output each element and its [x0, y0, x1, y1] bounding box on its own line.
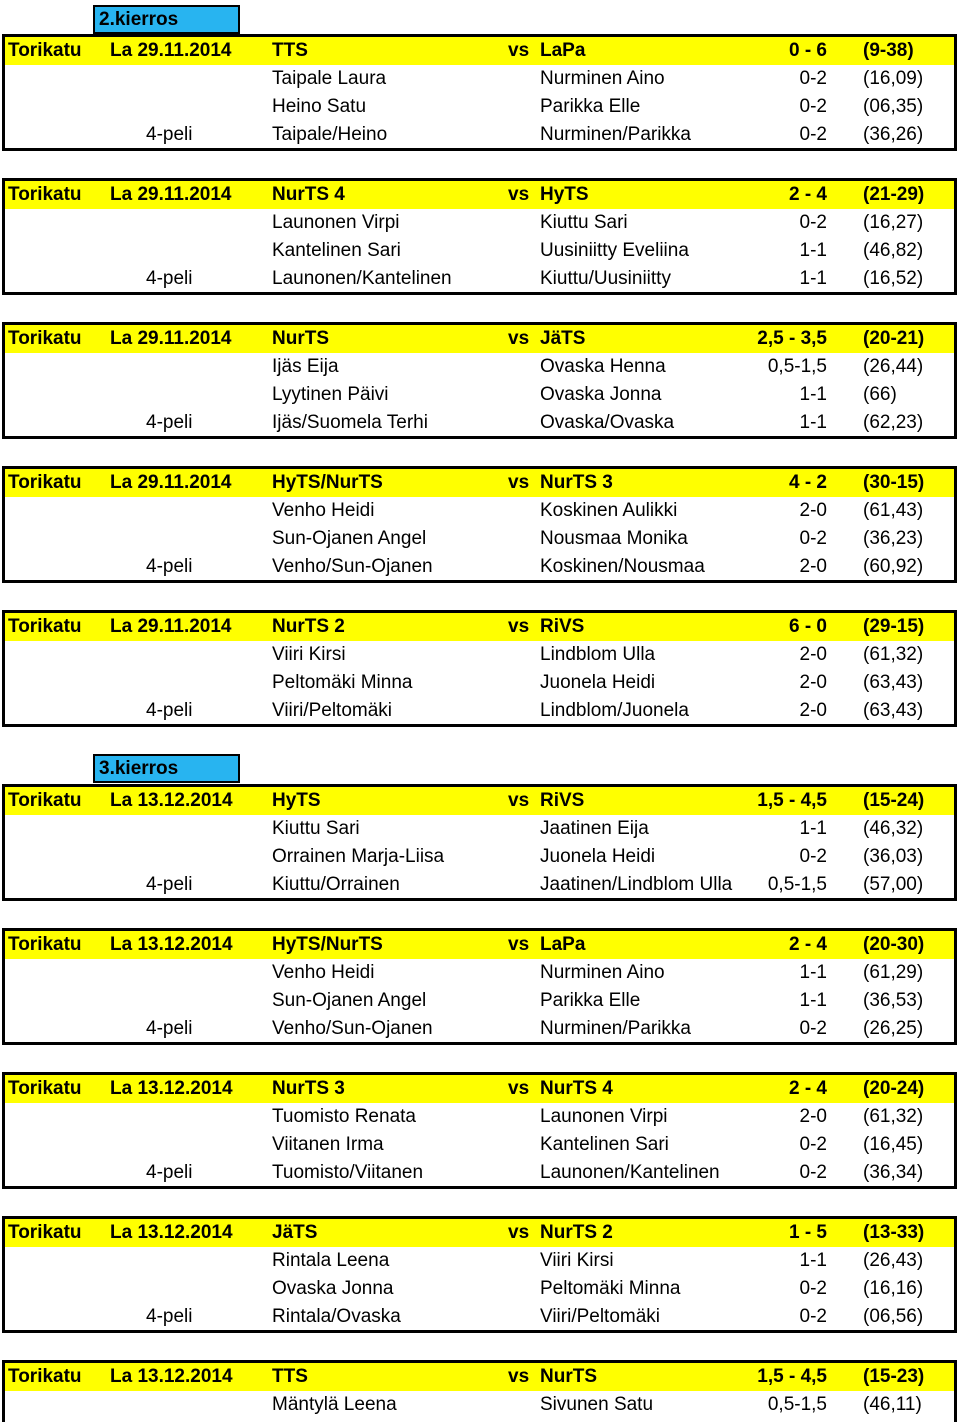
game-row — [5, 987, 954, 1015]
game-score-cell: 0-2 — [799, 212, 827, 233]
game-points-cell: (61,43) — [863, 500, 924, 521]
home-player-cell: Launonen Virpi — [272, 212, 400, 233]
home-player-cell: Ijäs Eija — [272, 356, 339, 377]
game-row — [5, 409, 954, 437]
game-row — [5, 669, 954, 697]
away-team-cell: NurTS 2 — [540, 1222, 613, 1243]
home-team-cell: TTS — [272, 1366, 308, 1387]
match-points-cell: (20-21) — [863, 328, 925, 349]
game-score-cell: 0,5-1,5 — [767, 356, 827, 377]
home-player-cell: Viiri/Peltomäki — [272, 700, 393, 721]
game-row — [5, 237, 954, 265]
game-row — [5, 265, 954, 293]
home-player-cell: Ijäs/Suomela Terhi — [272, 412, 428, 433]
away-team-cell: NurTS 4 — [540, 1078, 613, 1099]
away-team-cell: NurTS — [540, 1366, 597, 1387]
game-score-cell: 2-0 — [799, 700, 827, 721]
vs-cell: vs — [508, 1078, 530, 1099]
game-score-cell: 2-0 — [799, 672, 827, 693]
match-points-cell: (9-38) — [863, 40, 914, 61]
game-score-cell: 1-1 — [799, 240, 827, 261]
game-points-cell: (63,43) — [863, 672, 924, 693]
game-points-cell: (16,45) — [863, 1134, 924, 1155]
game-row — [5, 1159, 954, 1187]
match-header-row — [5, 37, 954, 65]
away-player-cell: Juonela Heidi — [540, 672, 656, 693]
vs-cell: vs — [508, 616, 530, 637]
match-block — [2, 1216, 957, 1333]
game-row — [5, 641, 954, 669]
home-player-cell: Lyytinen Päivi — [272, 384, 389, 405]
date-cell: La 29.11.2014 — [110, 40, 232, 61]
away-player-cell: Lindblom Ulla — [540, 644, 656, 665]
game-type-cell: 4-peli — [146, 412, 193, 433]
game-score-cell: 0-2 — [799, 1306, 827, 1327]
game-points-cell: (36,03) — [863, 846, 924, 867]
match-header-row — [5, 1363, 954, 1391]
home-player-cell: Kiuttu/Orrainen — [272, 874, 400, 895]
game-type-cell: 4-peli — [146, 874, 193, 895]
game-type-cell: 4-peli — [146, 556, 193, 577]
round-header: 2.kierros — [93, 5, 240, 34]
home-player-cell: Kiuttu Sari — [272, 818, 360, 839]
game-points-cell: (26,44) — [863, 356, 924, 377]
away-team-cell: RiVS — [540, 790, 585, 811]
vs-cell: vs — [508, 40, 530, 61]
game-row — [5, 353, 954, 381]
match-points-cell: (20-24) — [863, 1078, 925, 1099]
game-points-cell: (57,00) — [863, 874, 924, 895]
game-row — [5, 525, 954, 553]
venue-cell: Torikatu — [8, 1078, 82, 1099]
home-player-cell: Venho/Sun-Ojanen — [272, 556, 433, 577]
game-points-cell: (06,56) — [863, 1306, 924, 1327]
game-row — [5, 1103, 954, 1131]
game-points-cell: (26,25) — [863, 1018, 924, 1039]
match-points-cell: (15-23) — [863, 1366, 925, 1387]
match-block — [2, 1072, 957, 1189]
home-player-cell: Ovaska Jonna — [272, 1278, 394, 1299]
home-team-cell: HyTS — [272, 790, 321, 811]
home-team-cell: JäTS — [272, 1222, 318, 1243]
away-team-cell: JäTS — [540, 328, 586, 349]
away-player-cell: Uusiniitty Eveliina — [540, 240, 689, 261]
game-points-cell: (16,09) — [863, 68, 924, 89]
game-points-cell: (46,11) — [863, 1394, 922, 1415]
away-player-cell: Ovaska Jonna — [540, 384, 662, 405]
match-score-cell: 2,5 - 3,5 — [757, 328, 827, 349]
away-team-cell: HyTS — [540, 184, 589, 205]
match-block — [2, 178, 957, 295]
home-team-cell: TTS — [272, 40, 308, 61]
match-score-cell: 2 - 4 — [788, 934, 827, 955]
game-score-cell: 1-1 — [799, 1250, 827, 1271]
game-points-cell: (36,53) — [863, 990, 924, 1011]
match-points-cell: (20-30) — [863, 934, 925, 955]
game-points-cell: (62,23) — [863, 412, 924, 433]
home-player-cell: Viitanen Irma — [272, 1134, 384, 1155]
home-player-cell: Tuomisto Renata — [272, 1106, 416, 1127]
home-player-cell: Peltomäki Minna — [272, 672, 413, 693]
game-score-cell: 0-2 — [799, 1018, 827, 1039]
away-player-cell: Jaatinen/Lindblom Ulla — [540, 874, 733, 895]
away-team-cell: NurTS 3 — [540, 472, 613, 493]
game-points-cell: (36,23) — [863, 528, 924, 549]
away-player-cell: Nurminen/Parikka — [540, 124, 691, 145]
home-team-cell: HyTS/NurTS — [272, 934, 383, 955]
away-player-cell: Juonela Heidi — [540, 846, 656, 867]
game-points-cell: (61,29) — [863, 962, 924, 983]
vs-cell: vs — [508, 790, 530, 811]
home-player-cell: Taipale/Heino — [272, 124, 388, 145]
away-player-cell: Launonen/Kantelinen — [540, 1162, 720, 1183]
match-score-cell: 0 - 6 — [788, 40, 827, 61]
game-row — [5, 93, 954, 121]
game-type-cell: 4-peli — [146, 268, 193, 289]
away-player-cell: Peltomäki Minna — [540, 1278, 681, 1299]
game-score-cell: 0,5-1,5 — [767, 874, 827, 895]
game-score-cell: 1-1 — [799, 990, 827, 1011]
home-player-cell: Sun-Ojanen Angel — [272, 528, 427, 549]
away-team-cell: RiVS — [540, 616, 585, 637]
game-row — [5, 815, 954, 843]
game-score-cell: 0-2 — [799, 124, 827, 145]
game-points-cell: (16,27) — [863, 212, 924, 233]
game-type-cell: 4-peli — [146, 1018, 193, 1039]
away-player-cell: Koskinen/Nousmaa — [540, 556, 705, 577]
match-block — [2, 784, 957, 901]
game-points-cell: (16,16) — [863, 1278, 924, 1299]
match-block — [2, 322, 957, 439]
home-player-cell: Rintala Leena — [272, 1250, 390, 1271]
away-player-cell: Kiuttu Sari — [540, 212, 628, 233]
away-player-cell: Kantelinen Sari — [540, 1134, 669, 1155]
game-points-cell: (36,26) — [863, 124, 924, 145]
game-score-cell: 0-2 — [799, 1134, 827, 1155]
away-player-cell: Viiri Kirsi — [540, 1250, 614, 1271]
round-header: 3.kierros — [93, 754, 240, 783]
vs-cell: vs — [508, 472, 530, 493]
game-row — [5, 209, 954, 237]
home-player-cell: Orrainen Marja-Liisa — [272, 846, 445, 867]
match-header-row — [5, 1075, 954, 1103]
home-player-cell: Venho Heidi — [272, 962, 375, 983]
date-cell: La 29.11.2014 — [110, 616, 232, 637]
home-team-cell: NurTS 3 — [272, 1078, 345, 1099]
game-points-cell: (26,43) — [863, 1250, 924, 1271]
match-block — [2, 1360, 957, 1422]
game-row — [5, 381, 954, 409]
match-points-cell: (29-15) — [863, 616, 925, 637]
game-type-cell: 4-peli — [146, 1306, 193, 1327]
game-score-cell: 0-2 — [799, 846, 827, 867]
match-points-cell: (30-15) — [863, 472, 925, 493]
home-player-cell: Tuomisto/Viitanen — [272, 1162, 424, 1183]
vs-cell: vs — [508, 1222, 530, 1243]
away-player-cell: Launonen Virpi — [540, 1106, 668, 1127]
home-player-cell: Launonen/Kantelinen — [272, 268, 452, 289]
game-points-cell: (63,43) — [863, 700, 924, 721]
game-score-cell: 0,5-1,5 — [767, 1394, 827, 1415]
home-player-cell: Kantelinen Sari — [272, 240, 401, 261]
away-player-cell: Jaatinen Eija — [540, 818, 649, 839]
match-header-row — [5, 1219, 954, 1247]
home-player-cell: Mäntylä Leena — [272, 1394, 397, 1415]
away-player-cell: Parikka Elle — [540, 96, 641, 117]
date-cell: La 29.11.2014 — [110, 472, 232, 493]
game-points-cell: (36,34) — [863, 1162, 924, 1183]
match-score-cell: 1,5 - 4,5 — [757, 1366, 827, 1387]
game-row — [5, 959, 954, 987]
away-team-cell: LaPa — [540, 934, 586, 955]
away-player-cell: Parikka Elle — [540, 990, 641, 1011]
match-points-cell: (21-29) — [863, 184, 925, 205]
vs-cell: vs — [508, 184, 530, 205]
away-player-cell: Kiuttu/Uusiniitty — [540, 268, 671, 289]
match-score-cell: 1,5 - 4,5 — [757, 790, 827, 811]
game-row — [5, 497, 954, 525]
vs-cell: vs — [508, 934, 530, 955]
date-cell: La 13.12.2014 — [110, 1366, 233, 1387]
match-block — [2, 928, 957, 1045]
match-header-row — [5, 787, 954, 815]
game-score-cell: 0-2 — [799, 96, 827, 117]
home-player-cell: Sun-Ojanen Angel — [272, 990, 427, 1011]
away-player-cell: Lindblom/Juonela — [540, 700, 689, 721]
game-score-cell: 2-0 — [799, 556, 827, 577]
game-score-cell: 0-2 — [799, 1278, 827, 1299]
home-player-cell: Venho/Sun-Ojanen — [272, 1018, 433, 1039]
game-row — [5, 1303, 954, 1331]
match-score-cell: 2 - 4 — [788, 184, 827, 205]
game-score-cell: 0-2 — [799, 528, 827, 549]
match-score-cell: 1 - 5 — [788, 1222, 827, 1243]
game-row — [5, 871, 954, 899]
home-team-cell: NurTS 2 — [272, 616, 345, 637]
game-points-cell: (16,52) — [863, 268, 924, 289]
venue-cell: Torikatu — [8, 1222, 82, 1243]
home-player-cell: Heino Satu — [272, 96, 367, 117]
game-row — [5, 1275, 954, 1303]
game-points-cell: (60,92) — [863, 556, 924, 577]
game-type-cell: 4-peli — [146, 124, 193, 145]
date-cell: La 13.12.2014 — [110, 934, 233, 955]
venue-cell: Torikatu — [8, 934, 82, 955]
game-row — [5, 121, 954, 149]
date-cell: La 29.11.2014 — [110, 328, 232, 349]
game-row — [5, 553, 954, 581]
game-score-cell: 1-1 — [799, 818, 827, 839]
game-score-cell: 0-2 — [799, 68, 827, 89]
venue-cell: Torikatu — [8, 790, 82, 811]
match-score-cell: 2 - 4 — [788, 1078, 827, 1099]
game-row — [5, 697, 954, 725]
away-player-cell: Koskinen Aulikki — [540, 500, 678, 521]
game-score-cell: 2-0 — [799, 500, 827, 521]
game-type-cell: 4-peli — [146, 700, 193, 721]
home-team-cell: NurTS — [272, 328, 329, 349]
away-player-cell: Ovaska/Ovaska — [540, 412, 675, 433]
game-row — [5, 1131, 954, 1159]
away-player-cell: Viiri/Peltomäki — [540, 1306, 661, 1327]
game-type-cell: 4-peli — [146, 1162, 193, 1183]
match-score-cell: 4 - 2 — [788, 472, 827, 493]
away-player-cell: Nurminen Aino — [540, 68, 665, 89]
game-score-cell: 2-0 — [799, 1106, 827, 1127]
vs-cell: vs — [508, 328, 530, 349]
date-cell: La 13.12.2014 — [110, 1222, 233, 1243]
date-cell: La 29.11.2014 — [110, 184, 232, 205]
game-row — [5, 843, 954, 871]
away-player-cell: Nurminen Aino — [540, 962, 665, 983]
venue-cell: Torikatu — [8, 472, 82, 493]
game-score-cell: 1-1 — [799, 412, 827, 433]
game-points-cell: (61,32) — [863, 644, 924, 665]
venue-cell: Torikatu — [8, 616, 82, 637]
vs-cell: vs — [508, 1366, 530, 1387]
venue-cell: Torikatu — [8, 40, 82, 61]
game-row — [5, 1247, 954, 1275]
game-points-cell: (46,82) — [863, 240, 924, 261]
game-points-cell: (61,32) — [863, 1106, 924, 1127]
away-player-cell: Nousmaa Monika — [540, 528, 688, 549]
date-cell: La 13.12.2014 — [110, 790, 233, 811]
match-score-cell: 6 - 0 — [788, 616, 827, 637]
match-points-cell: (15-24) — [863, 790, 925, 811]
match-block — [2, 610, 957, 727]
game-score-cell: 2-0 — [799, 644, 827, 665]
venue-cell: Torikatu — [8, 328, 82, 349]
game-row — [5, 1015, 954, 1043]
game-row — [5, 65, 954, 93]
match-header-row — [5, 931, 954, 959]
game-score-cell: 1-1 — [799, 962, 827, 983]
match-points-cell: (13-33) — [863, 1222, 925, 1243]
date-cell: La 13.12.2014 — [110, 1078, 233, 1099]
game-points-cell: (06,35) — [863, 96, 924, 117]
match-block — [2, 466, 957, 583]
away-player-cell: Nurminen/Parikka — [540, 1018, 691, 1039]
game-score-cell: 0-2 — [799, 1162, 827, 1183]
match-block — [2, 34, 957, 151]
venue-cell: Torikatu — [8, 1366, 82, 1387]
home-player-cell: Taipale Laura — [272, 68, 387, 89]
game-score-cell: 1-1 — [799, 384, 827, 405]
game-score-cell: 1-1 — [799, 268, 827, 289]
match-header-row — [5, 325, 954, 353]
home-team-cell: HyTS/NurTS — [272, 472, 383, 493]
game-row — [5, 1391, 954, 1419]
game-points-cell: (66) — [863, 384, 897, 405]
venue-cell: Torikatu — [8, 184, 82, 205]
match-header-row — [5, 613, 954, 641]
away-player-cell: Ovaska Henna — [540, 356, 666, 377]
away-team-cell: LaPa — [540, 40, 586, 61]
home-player-cell: Venho Heidi — [272, 500, 375, 521]
home-player-cell: Viiri Kirsi — [272, 644, 346, 665]
match-header-row — [5, 181, 954, 209]
game-points-cell: (46,32) — [863, 818, 924, 839]
match-header-row — [5, 469, 954, 497]
home-team-cell: NurTS 4 — [272, 184, 345, 205]
away-player-cell: Sivunen Satu — [540, 1394, 654, 1415]
home-player-cell: Rintala/Ovaska — [272, 1306, 401, 1327]
